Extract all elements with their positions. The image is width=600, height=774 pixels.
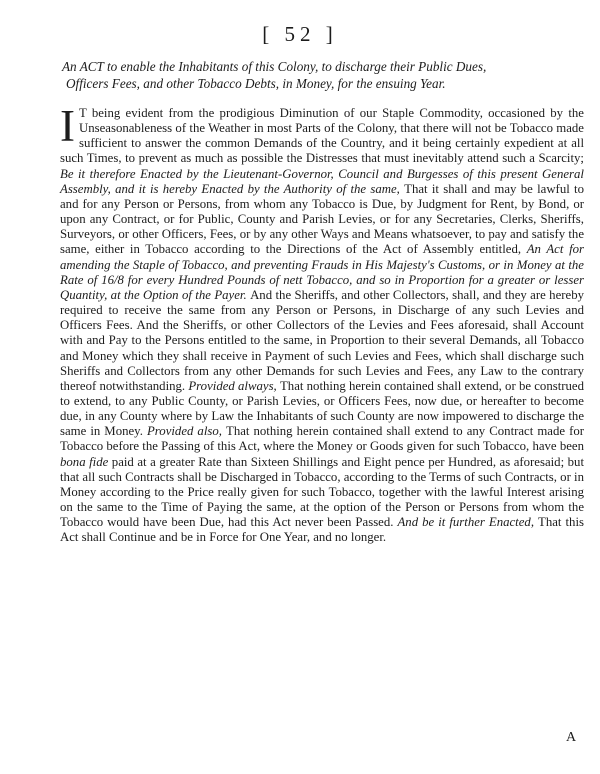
proviso-also-label: Provided also, (146, 424, 226, 439)
duration-clause: That this Act shall Continue and be in Force for One Year, and no longer. (60, 515, 584, 545)
act-title-line-2: Officers Fees, and other Tobacco Debts, in Money, for the ensuing Year. (66, 76, 446, 91)
drop-cap: I (60, 101, 75, 151)
proviso-always-text: That nothing herein contained shall extend, or be construed to extend, to any Public County, or Parish Levies, or Officers Fees, now due, or hereafter to become due, in any County where by Law the Inhabitants of such County are now impowered to discharge the same in Money. (60, 378, 584, 439)
collectors-provision: And the Sheriffs, and other Collectors, shall, and they are hereby required to receive the same from any Person or Persons, in Discharge of any such Levies and Officers Fees. And the Sheriffs, or other Collectors of the Levies and Fees aforesaid, shall Account with and Pay to the Persons entitled to the same, in Proportion to their several Demands, all Tobacco and Money which they shall receive in Payment of such Levies and Fees, which shall discharge such Sheriffs and Collectors from any other Demands for such Levies and Fees, any Law to the contrary thereof notwithstanding. (60, 287, 584, 393)
act-body (60, 101, 585, 546)
proviso-also-text: That nothing herein contained shall extend to any Contract made for Tobacco before the Passing of this Act, where the Money or Goods given for such Tobacco, have been (60, 424, 584, 454)
bona-fide-phrase: bona fide (60, 454, 112, 469)
payment-provision: That it shall and may be lawful to and for any Person or Persons, from whom any Tobacco is Due, by Judgment for Rent, by Bond, or upon any Contract, or for Public, County and Parish Levies, or for any Secretaries, Clerks, Sheriffs, Surveyors, or other Officers, Fees, or by any other Ways and Means whatsoever, to pay and satisfy the same, either in Tobacco according to the Directions of the Act of Assembly entitled, (60, 181, 585, 257)
referenced-act-title: An Act for amending the Staple of Tobacco, and preventing Frauds in His Majesty's Customs, or in Money at the Rate of 16/8 for every Hundred Pounds of nett Tobacco, and so in Proportion for a greater or lesser Quantity, at the Option of the Payer. (60, 242, 585, 302)
further-enacted-label: And be it further Enacted, (397, 515, 539, 530)
signature-mark: A (566, 730, 577, 745)
enacting-clause: Be it therefore Enacted by the Lieutenant-Governor, Council and Burgesses of this present General Assembly, and it is hereby Enacted by the Authority of the same, (60, 166, 584, 196)
act-title-line-1: An ACT to enable the Inhabitants of this Colony, to discharge their Public Dues, (62, 59, 487, 74)
contracts-provision: paid at a greater Rate than Sixteen Shillings and Eight pence per Hundred, as aforesaid; but that all such Contracts shall be Discharged in Tobacco, according to the Terms of such Contracts, or in Money according to the Price really given for such Tobacco, together with the lawful Interest arising on the same to the Time of Paying the same, at the option of the Person or Persons from whom the Tobacco would have been Due, had this Act never been Passed. (60, 454, 584, 530)
page-number: [ 52 ] (262, 22, 338, 46)
act-title (62, 58, 532, 92)
proviso-always-label: Provided always, (188, 378, 280, 393)
preamble: T being evident from the prodigious Diminution of our Staple Commodity, occasioned by the Unseasonableness of the Weather in most Parts of the Colony, that there will not be Tobacco made sufficient to answer the common Demands of the Country, and it being certainly expedient at all such Times, to prevent as much as possible the Distresses that must inevitably attend such a Scarcity; (60, 106, 584, 166)
